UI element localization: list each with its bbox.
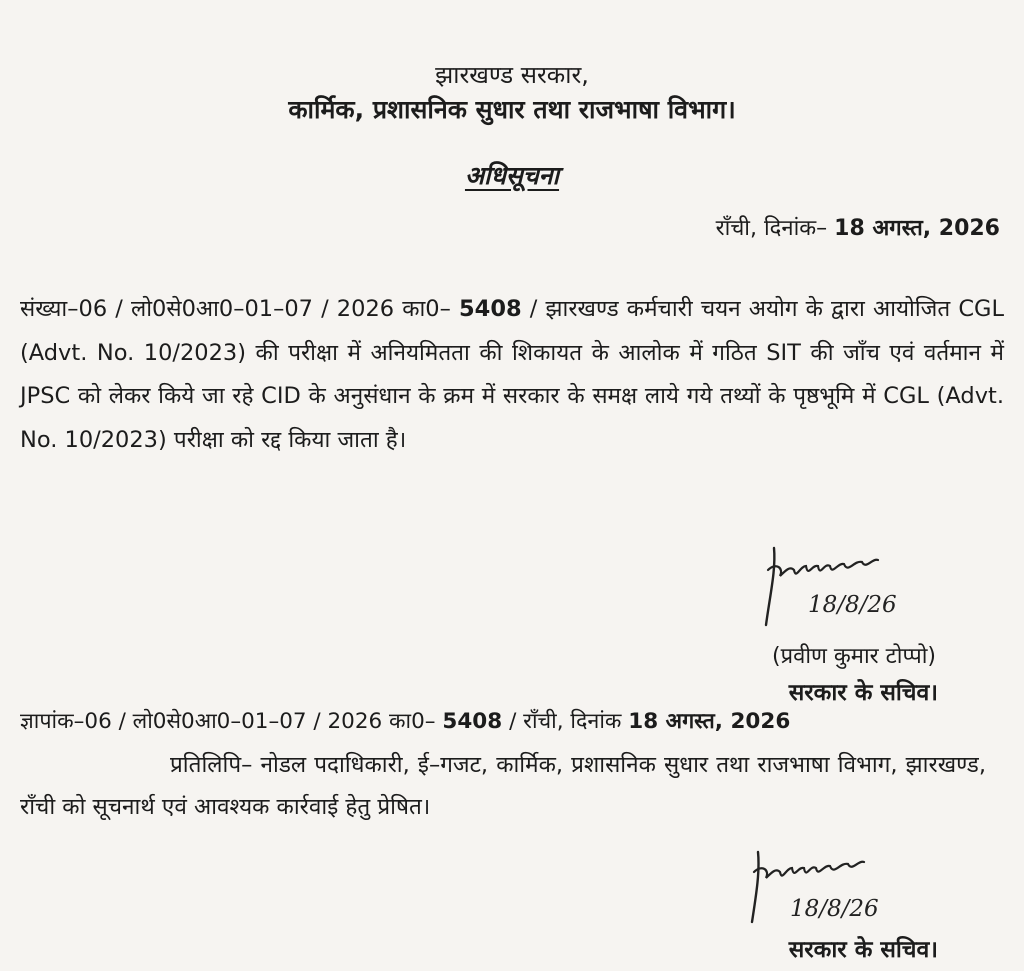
place-date-prefix: राँची, दिनांक– [715, 216, 828, 241]
reference-number: 5408 [459, 296, 522, 322]
memo-ref-prefix: ज्ञापांक–06 / लो0से0आ0–01–07 / 2026 का0– [20, 709, 436, 734]
officer-name: (प्रवीण कुमार टोप्पो) [771, 644, 936, 669]
signature-date-2: 18/8/26 [790, 896, 879, 922]
notification-date: 18 अगस्त, 2026 [834, 216, 1000, 241]
place-date [716, 212, 1000, 242]
memo-ref-mid: / राँची, दिनांक [509, 709, 622, 734]
notification-text: / झारखण्ड कर्मचारी चयन अयोग के द्वारा आयोजित CGL (Advt. No. 10/2023) की परीक्षा में अनियमितता की शिकायत के आलोक में गठित SIT की जाँच एवं वर्तमान में JPSC को लेकर किये जा रहे CID के अनुसंधान के क्रम में सरकार के समक्ष लाये गये तथ्यों के पृष्ठभूमि में CGL (Advt. No. 10/2023) परीक्षा को रद्द किया जाता है। [20, 296, 1005, 453]
government-name: झारखण्ड सरकार, [435, 61, 589, 89]
reference-prefix: संख्या–06 / लो0से0आ0–01–07 / 2026 का0– [20, 296, 451, 322]
memo-reference [20, 706, 790, 735]
memo-ref-number: 5408 [442, 709, 503, 734]
notification-body [20, 288, 1004, 462]
officer-title: सरकार के सचिव। [788, 680, 938, 706]
memo-date: 18 अगस्त, 2026 [628, 709, 791, 734]
department-name: कार्मिक, प्रशासनिक सुधार तथा राजभाषा विभाग। [288, 95, 736, 124]
signature-date: 18/8/26 [808, 592, 897, 618]
officer-title-2: सरकार के सचिव। [788, 937, 938, 963]
document-title: अधिसूचना [464, 161, 560, 190]
copy-distribution: प्रतिलिपि– नोडल पदाधिकारी, ई–गजट, कार्मिक, प्रशासनिक सुधार तथा राजभाषा विभाग, झारखण्ड, राँची को सूचनार्थ एवं आवश्यक कार्रवाई हेतु प्रेषित। [20, 752, 986, 820]
